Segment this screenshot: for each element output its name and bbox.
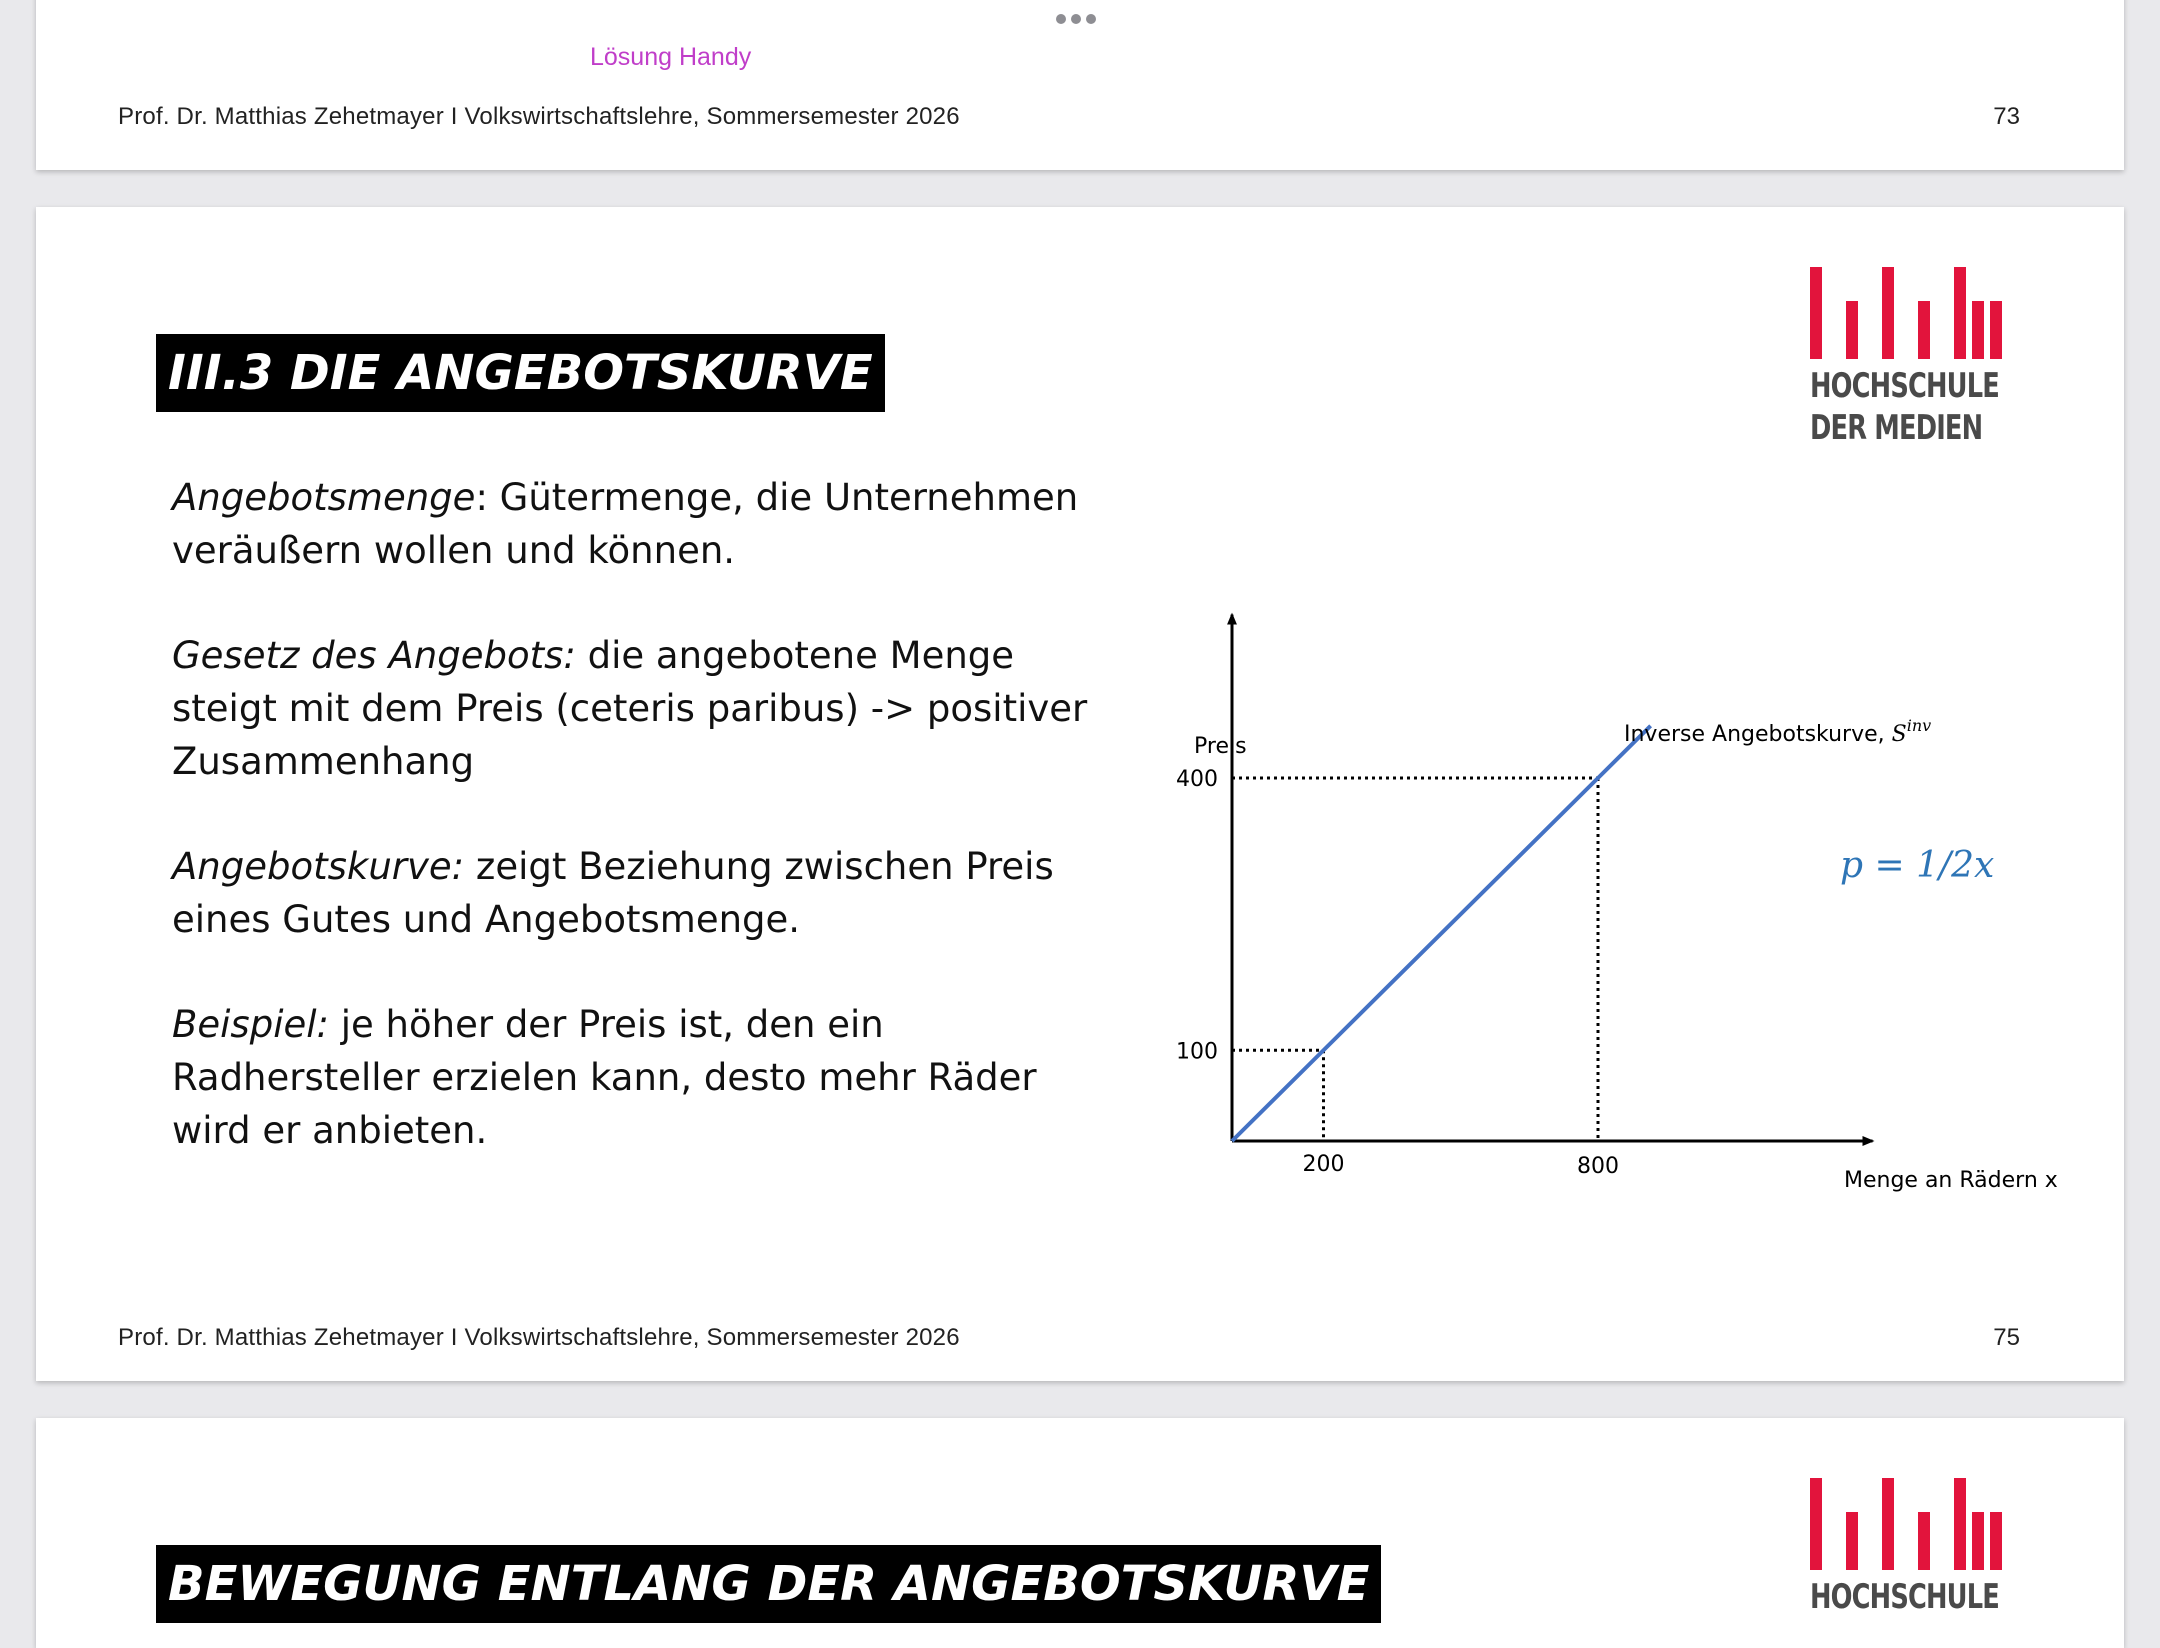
supply-curve-chart <box>1096 497 2124 1257</box>
slide-page-75 <box>36 207 2124 1381</box>
hdm-logo <box>1810 1478 2035 1618</box>
hdm-logo <box>1810 267 2035 449</box>
y-tick-label-100: 100 <box>1176 1039 1218 1065</box>
slide-footer: Prof. Dr. Matthias Zehetmayer I Volkswirtschaftslehre, Sommersemester 2026 <box>118 1324 960 1351</box>
curve-label: Inverse Angebotskurve, $S^{inv}$ <box>1624 716 1932 747</box>
logo-bars-icon <box>1810 267 2010 359</box>
equation-label: p = 1/2x <box>1840 845 1995 886</box>
slide-page-73 <box>36 0 2124 170</box>
definitions-text <box>172 471 1112 1209</box>
solution-annotation: Lösung Handy <box>590 43 752 71</box>
logo-bars-icon <box>1810 1478 2010 1570</box>
supply-curve-line <box>1232 726 1651 1141</box>
logo-text: HOCHSCHULE DER MEDIEN <box>1810 366 1999 448</box>
more-options-icon[interactable] <box>1056 14 1096 24</box>
x-tick-label-200: 200 <box>1302 1152 1345 1177</box>
slide-footer: Prof. Dr. Matthias Zehetmayer I Volkswirtschaftslehre, Sommersemester 2026 <box>118 103 960 130</box>
paragraph-gesetz: Gesetz des Angebots: die angebotene Menge steigt mit dem Preis (ceteris paribus) -> positiver Zusammenhang <box>172 634 1088 783</box>
page-number: 73 <box>1993 103 2020 130</box>
x-tick-label-800: 800 <box>1577 1154 1619 1179</box>
slide-title: BEWEGUNG ENTLANG DER ANGEBOTSKURVE <box>156 1545 1381 1623</box>
x-axis-label: Menge an Rädern x <box>1844 1168 2058 1193</box>
paragraph-angebotskurve: Angebotskurve: zeigt Beziehung zwischen Preis eines Gutes und Angebotsmenge. <box>172 845 1054 941</box>
paragraph-beispiel: Beispiel: je höher der Preis ist, den ein Radhersteller erzielen kann, desto mehr Räder wird er anbieten. <box>172 1003 1037 1152</box>
y-axis-label: Preis <box>1194 734 1247 759</box>
paragraph-angebotsmenge: Angebotsmenge: Gütermenge, die Unternehmen veräußern wollen und können. <box>172 476 1079 572</box>
slide-next <box>36 1418 2124 1648</box>
y-tick-label-400: 400 <box>1176 767 1218 792</box>
page-number: 75 <box>1993 1324 2020 1351</box>
logo-text: HOCHSCHULE <box>1810 1577 1999 1617</box>
slide-title: III.3 DIE ANGEBOTSKURVE <box>156 334 885 412</box>
